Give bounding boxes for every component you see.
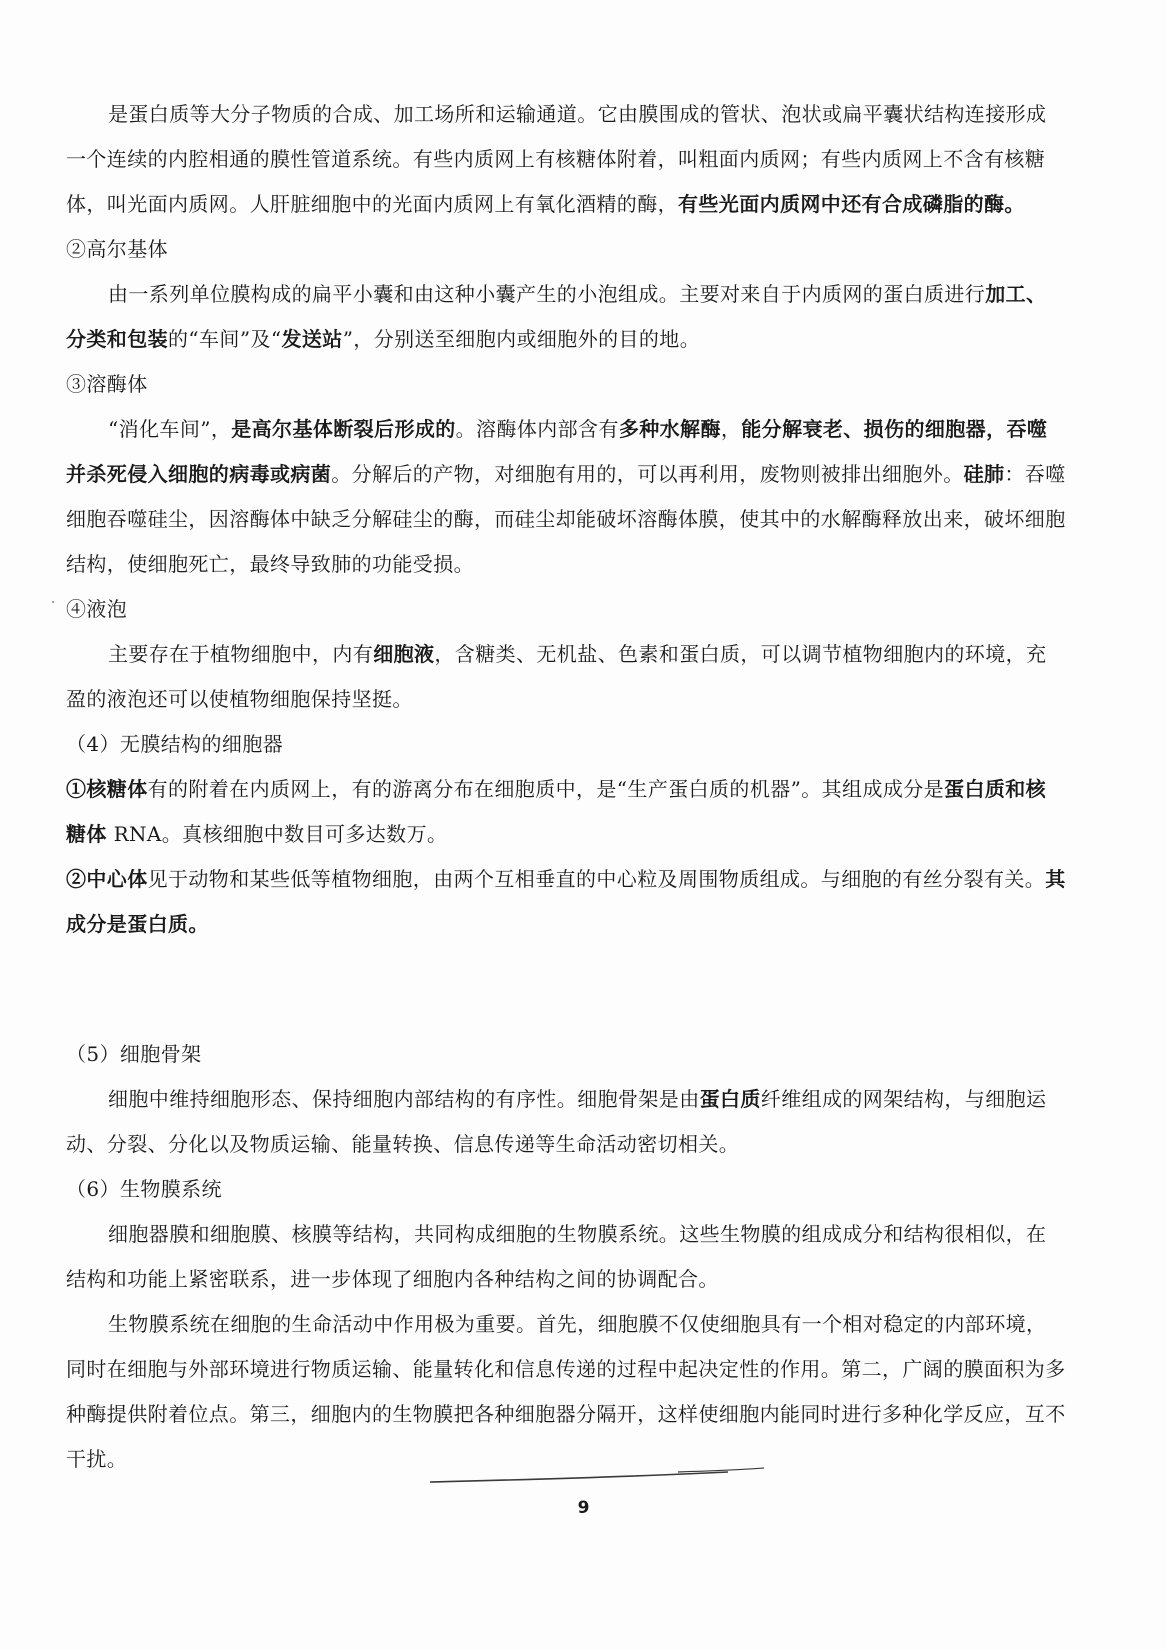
bold-text-span: 其成分是蛋白质。 xyxy=(66,867,1066,936)
text-span: 细胞中维持细胞形态、保持细胞内部结构的有序性。细胞骨架是由 xyxy=(108,1087,700,1111)
paragraph-centrosome xyxy=(66,857,1066,947)
text-span: 。溶酶体内部含有 xyxy=(455,417,619,441)
heading-vacuole: ④液泡 xyxy=(66,597,128,621)
bold-text-span: 多种水解酶 xyxy=(618,417,721,441)
heading-nonmembrane-organelles: （4）无膜结构的细胞器 xyxy=(66,732,284,756)
text-span: 主要存在于植物细胞中，内有 xyxy=(108,642,374,666)
text-span: RNA。真核细胞中数目可多达数万。 xyxy=(106,822,448,846)
bold-text-span: 发送站 xyxy=(281,327,343,351)
paragraph-golgi xyxy=(66,272,1066,362)
scan-speck xyxy=(52,601,54,603)
text-span: 是蛋白质等大分子物质的合成、加工场所和运输通道。它由膜围成的管状、泡状或扁平囊状结构连接形成一个连续的内腔相通的膜性管道系统。有些内质网上有核糖体附着，叫粗面内质网；有些内质网上不含有核糖体，叫光面内质网。人肝脏细胞中的光面内质网上有氧化酒精的酶， xyxy=(66,102,1047,216)
text-span: 见于动物和某些低等植物细胞，由两个互相垂直的中心粒及周围物质组成。与细胞的有丝分裂有关。 xyxy=(147,867,1046,891)
heading-cytoskeleton: （5）细胞骨架 xyxy=(66,1042,202,1066)
bold-text-span: 能分解衰老、损伤的细胞器，吞噬并杀死侵入细胞的病毒或病菌 xyxy=(66,417,1048,486)
text-span: 有的附着在内质网上，有的游离分布在细胞质中，是“生产蛋白质的机器”。其组成成分是 xyxy=(147,777,945,801)
paragraph-lysosome xyxy=(66,407,1066,587)
text-span: ，含糖类、无机盐、色素和蛋白质，可以调节植物细胞内的环境，充盈的液泡还可以使植物细胞保持坚挺。 xyxy=(66,642,1047,711)
bold-text-span: 加工、分类和包装 xyxy=(66,282,1047,351)
heading-golgi: ②高尔基体 xyxy=(66,237,168,261)
paragraph-er xyxy=(66,92,1066,227)
paragraph-biomembrane-1: 细胞器膜和细胞膜、核膜等结构，共同构成细胞的生物膜系统。这些生物膜的组成成分和结构很相似，在结构和功能上紧密联系，进一步体现了细胞内各种结构之间的协调配合。 xyxy=(66,1222,1047,1291)
body-text-lower xyxy=(66,1032,1066,1482)
handwritten-underline-mark xyxy=(428,1466,768,1490)
text-span: 纤维组成的网架结构，与细胞运动、分裂、分化以及物质运输、能量转换、信息传递等生命活动密切相关。 xyxy=(66,1087,1047,1156)
bold-text-span: 蛋白质 xyxy=(699,1087,761,1111)
text-span: 的“车间”及“ xyxy=(168,327,282,351)
bold-text-span: ①核糖体 xyxy=(66,777,148,801)
body-text-upper xyxy=(66,92,1066,947)
heading-lysosome: ③溶酶体 xyxy=(66,372,148,396)
text-span: ， xyxy=(720,417,742,441)
heading-biomembrane-system: （6）生物膜系统 xyxy=(66,1177,222,1201)
text-span: “消化车间”， xyxy=(108,417,232,441)
bold-text-span: 是高尔基体断裂后形成的 xyxy=(231,417,456,441)
paragraph-ribosome xyxy=(66,767,1066,857)
paragraph-biomembrane-2: 生物膜系统在细胞的生命活动中作用极为重要。首先，细胞膜不仅使细胞具有一个相对稳定的内部环境，同时在细胞与外部环境进行物质运输、能量转化和信息传递的过程中起决定性的作用。第二，广阔的膜面积为多种酶提供附着位点。第三，细胞内的生物膜把各种细胞器分隔开，这样使细胞内能同时进行多种化学反应，互不干扰。 xyxy=(66,1312,1066,1471)
paragraph-cytoskeleton xyxy=(66,1077,1066,1167)
bold-text-span: ②中心体 xyxy=(66,867,148,891)
bold-text-span: 细胞液 xyxy=(373,642,435,666)
page-number: 9 xyxy=(577,1498,590,1518)
paragraph-vacuole xyxy=(66,632,1066,722)
bold-text-span: 蛋白质和核糖体 xyxy=(66,777,1047,846)
bold-text-span: 有些光面内质网中还有合成磷脂的酶。 xyxy=(678,192,1025,216)
text-span: ”，分别送至细胞内或细胞外的目的地。 xyxy=(342,327,701,351)
text-span: ：吞噬细胞吞噬硅尘，因溶酶体中缺乏分解硅尘的酶，而硅尘却能破坏溶酶体膜，使其中的水解酶释放出来，破坏细胞结构，使细胞死亡，最终导致肺的功能受损。 xyxy=(66,462,1066,576)
bold-text-span: 硅肺 xyxy=(963,462,1005,486)
text-span: 。分解后的产物，对细胞有用的，可以再利用，废物则被排出细胞外。 xyxy=(331,462,964,486)
text-span: 由一系列单位膜构成的扁平小囊和由这种小囊产生的小泡组成。主要对来自于内质网的蛋白质进行 xyxy=(108,282,986,306)
